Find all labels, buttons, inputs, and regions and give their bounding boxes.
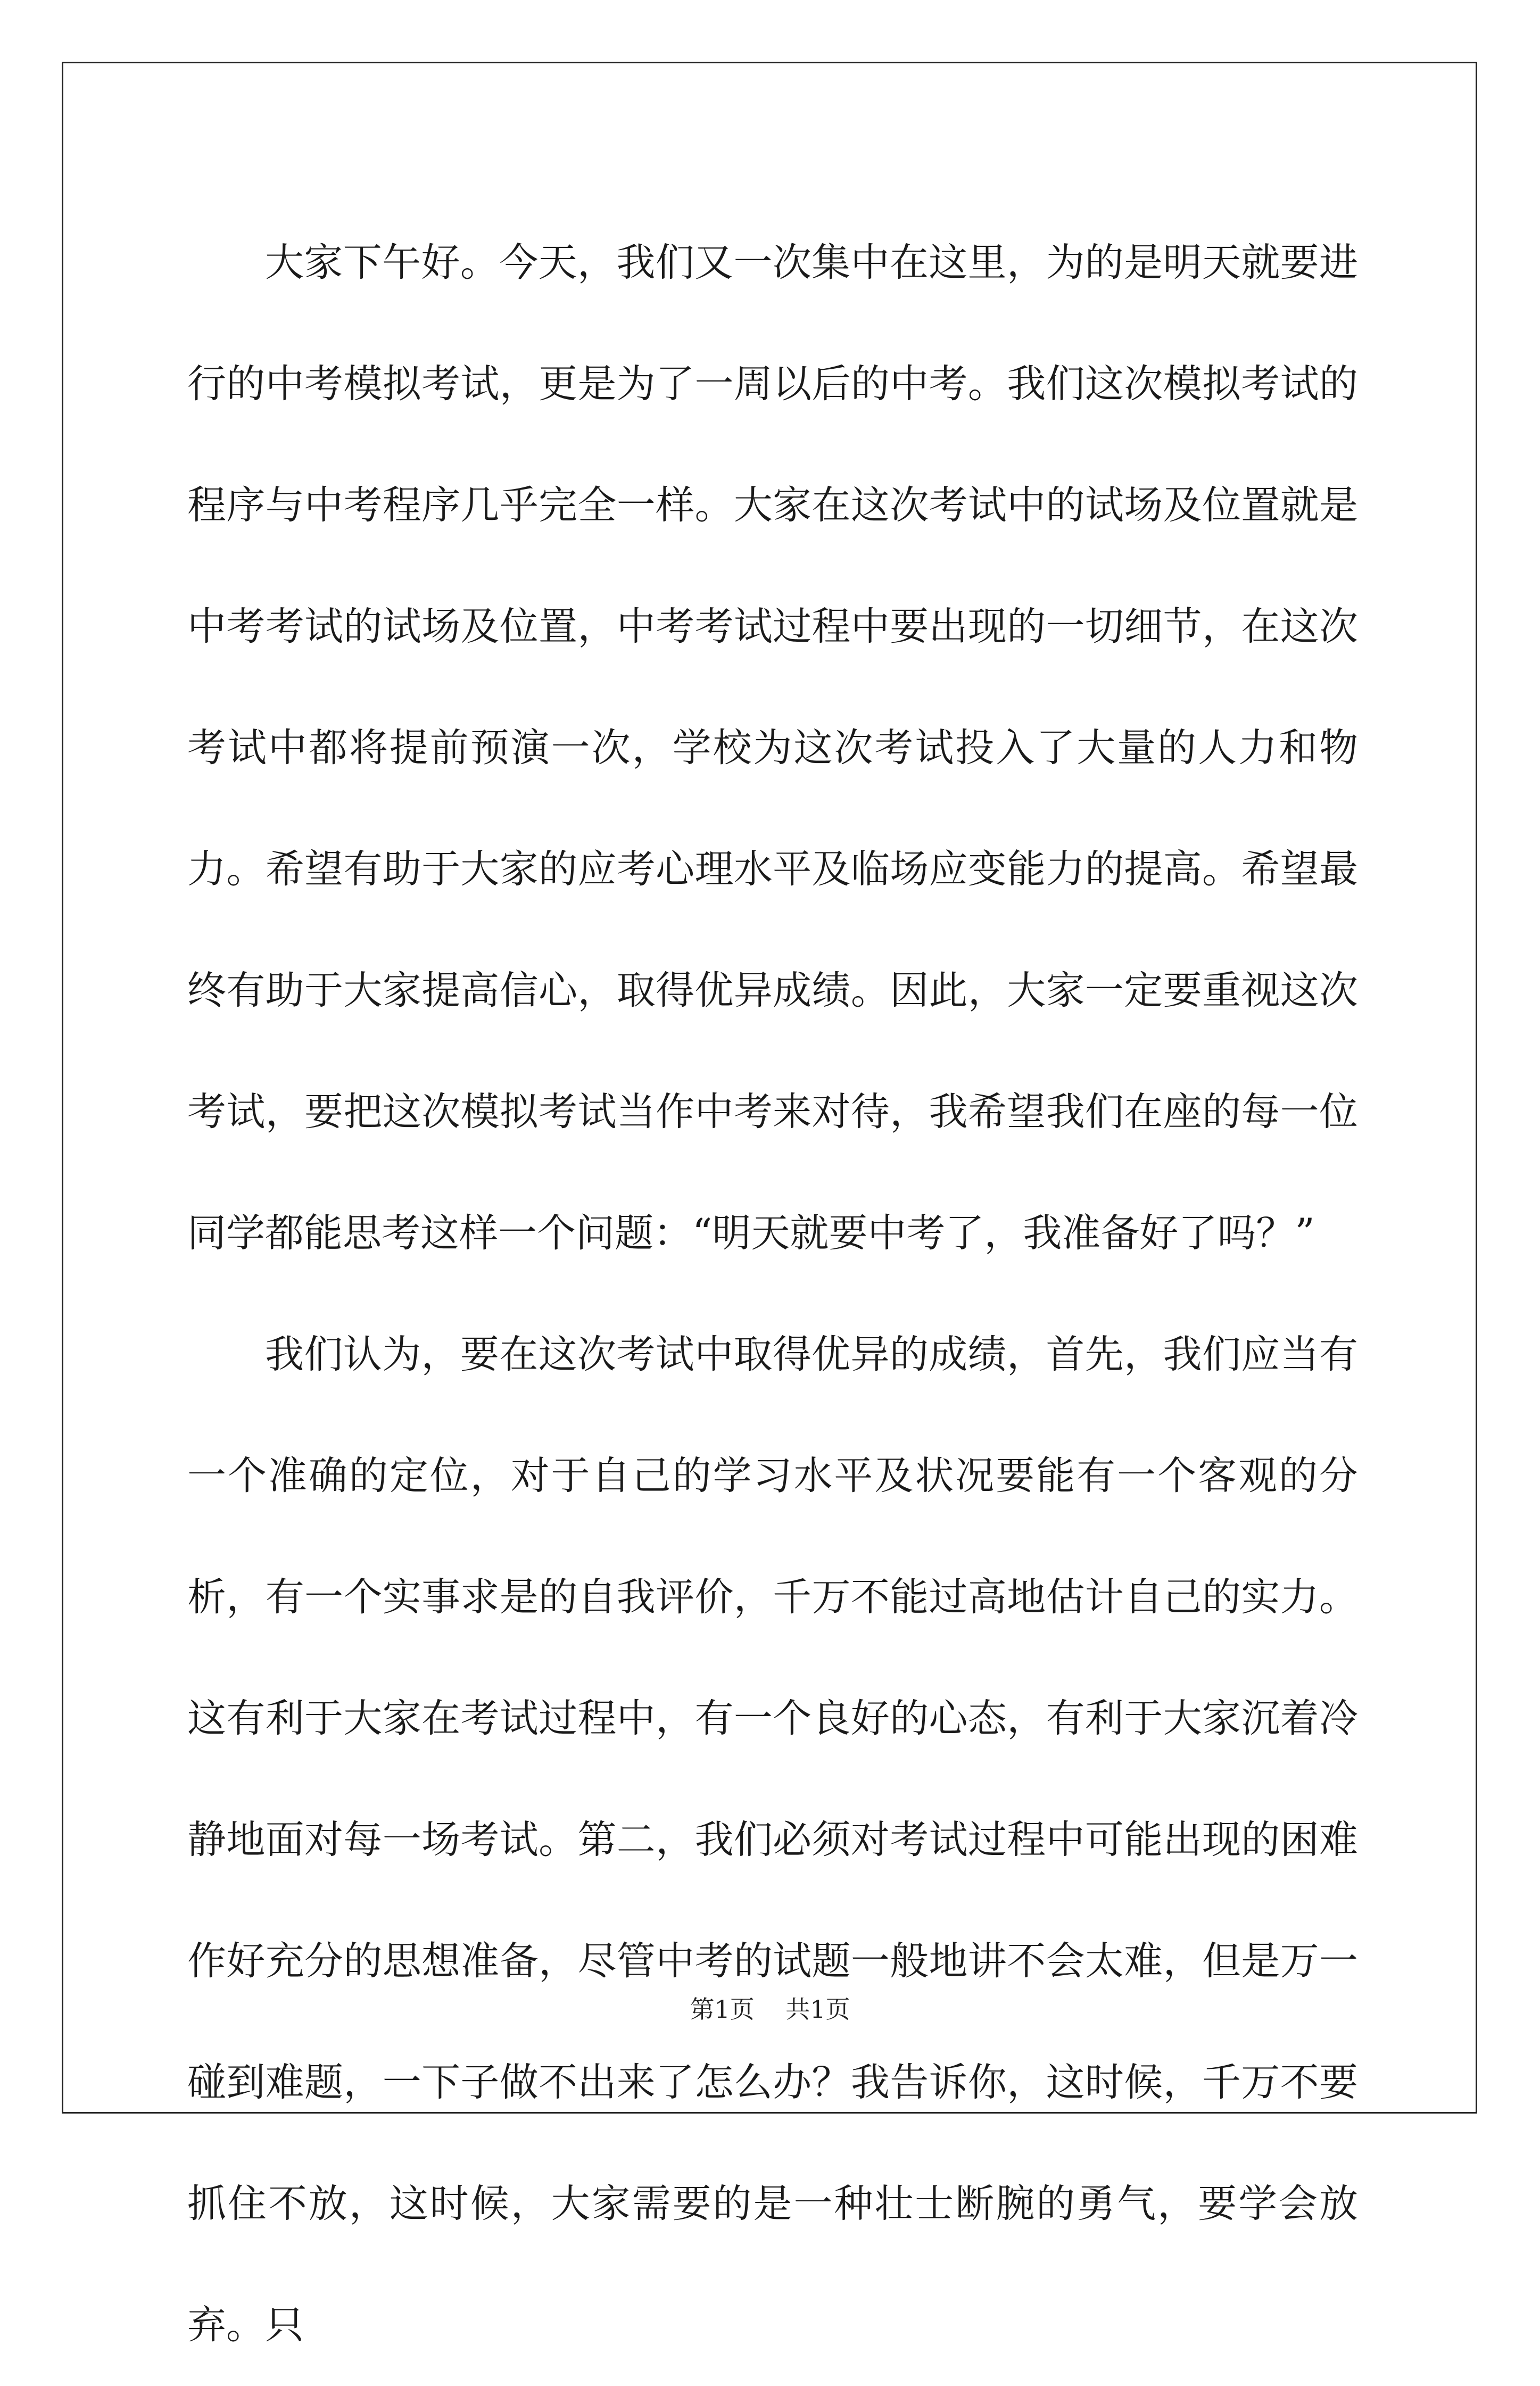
page-footer: 第1页 共1页 (690, 1995, 850, 2024)
paragraph-2: 我们认为，要在这次考试中取得优异的成绩，首先，我们应当有一个准确的定位，对于自己的学习水平及状况要能有一个客观的分析，有一个实事求是的自我评价，千万不能过高地估计自己的实力。这有利于大家在考试过程中，有一个良好的心态，有利于大家沉着冷静地面对每一场考试。第二，我们必须对考试过程中可能出现的困难作好充分的思想准备，尽管中考的试题一般地讲不会太难，但是万一碰到难题，一下子做不出来了怎么办？我告诉你，这时候，千万不要抓住不放，这时候，大家需要的是一种壮士断腕的勇气，要学会放弃。只 (187, 1332, 1358, 2348)
document-body (187, 202, 1358, 2386)
paragraph-1: 大家下午好。今天，我们又一次集中在这里，为的是明天就要进行的中考模拟考试，更是为了一周以后的中考。我们这次模拟考试的程序与中考程序几乎完全一样。大家在这次考试中的试场及位置就是中考考试的试场及位置，中考考试过程中要出现的一切细节，在这次考试中都将提前预演一次，学校为这次考试投入了大量的人力和物力。希望有助于大家的应考心理水平及临场应变能力的提高。希望最终有助于大家提高信心，取得优异成绩。因此，大家一定要重视这次考试，要把这次模拟考试当作中考来对待，我希望我们在座的每一位同学都能思考这样一个问题：“明天就要中考了，我准备好了吗？” (187, 240, 1358, 1256)
